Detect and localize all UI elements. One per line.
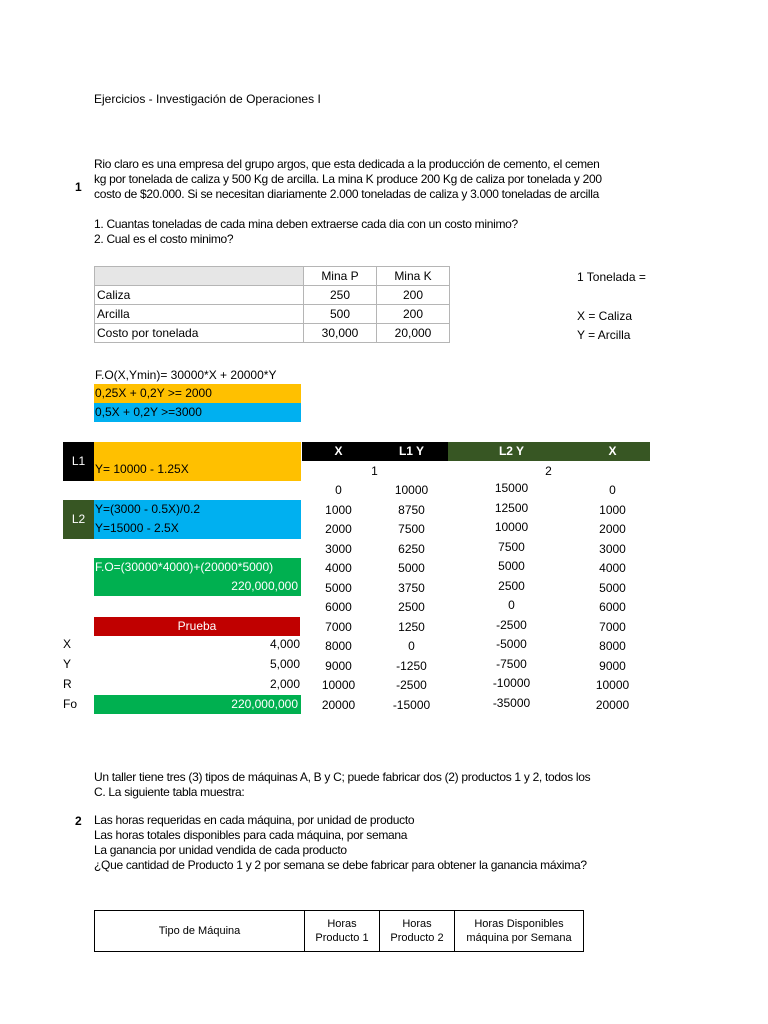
grid-header: L2 Y xyxy=(448,442,575,461)
grid-l1y-cell: 2500 xyxy=(398,600,425,614)
grid-l2y-cell: -35000 xyxy=(492,695,531,710)
grid-l2y-cell: -10000 xyxy=(492,676,531,690)
l2-equation-2: Y=15000 - 2.5X xyxy=(95,521,179,535)
table-header: Horas Producto 1 xyxy=(305,911,380,952)
table-header: Mina K xyxy=(377,267,450,286)
table-header: Tipo de Máquina xyxy=(95,911,305,952)
grid-x-cell: 20000 xyxy=(321,697,356,712)
ex2-line: ¿Que cantidad de Producto 1 y 2 por semana se debe fabricar para obtener la ganancia máxima? xyxy=(94,858,587,872)
l2-box xyxy=(94,500,301,539)
table-cell: 20,000 xyxy=(377,324,450,343)
exercise-number: 2 xyxy=(75,814,82,828)
side-note: Y = Arcilla xyxy=(577,328,631,342)
grid-l2y-cell: 10000 xyxy=(494,520,529,534)
fo-calculation: F.O=(30000*4000)+(20000*5000) xyxy=(94,558,301,577)
table-cell: 200 xyxy=(377,305,450,324)
grid-l2y-cell: 7500 xyxy=(498,539,525,554)
grid-x-cell: 3000 xyxy=(325,541,352,556)
grid-x2-cell: 20000 xyxy=(595,697,630,712)
page-title: Ejercicios - Investigación de Operaciones I xyxy=(94,92,321,106)
table-header: Mina P xyxy=(304,267,377,286)
grid-x-cell: 0 xyxy=(335,483,342,497)
grid-sub: 1 xyxy=(371,464,378,478)
grid-x2-cell: 8000 xyxy=(599,639,626,653)
grid-l1y-cell: 1250 xyxy=(398,619,425,634)
prueba-label: X xyxy=(63,637,72,651)
grid-header: X xyxy=(575,442,650,461)
grid-x-cell: 7000 xyxy=(325,619,352,634)
grid-l1y-cell: 5000 xyxy=(398,561,425,575)
grid-l2y-cell: -2500 xyxy=(496,617,527,632)
grid-sub: 2 xyxy=(545,464,552,478)
ex2-line: Las horas requeridas en cada máquina, por unidad de producto xyxy=(94,813,415,827)
grid-header: L1 Y xyxy=(375,442,448,461)
grid-x2-cell: 4000 xyxy=(599,561,626,575)
grid-x2-cell: 6000 xyxy=(599,600,626,614)
grid-x-cell: 4000 xyxy=(325,561,352,575)
grid-l2y-cell: 5000 xyxy=(498,559,525,573)
grid-x2-cell: 10000 xyxy=(595,678,630,692)
grid-l2y-cell: -5000 xyxy=(496,637,527,651)
grid-l1y-cell: 8750 xyxy=(398,502,425,517)
grid-x-cell: 2000 xyxy=(325,522,352,536)
side-note: 1 Tonelada = xyxy=(577,270,646,284)
table-cell: Arcilla xyxy=(95,305,304,324)
grid-x-cell: 8000 xyxy=(325,639,352,653)
table-cell: 200 xyxy=(377,286,450,305)
grid-l2y-cell: 15000 xyxy=(494,481,529,495)
grid-l1y-cell: 10000 xyxy=(394,483,429,497)
grid-l1y-cell: -1250 xyxy=(396,658,427,673)
prueba-value: 2,000 xyxy=(269,677,300,691)
table-cell: 500 xyxy=(304,305,377,324)
prueba-result: 220,000,000 xyxy=(94,695,301,714)
grid-x-cell: 1000 xyxy=(325,502,352,517)
fo-result: 220,000,000 xyxy=(94,577,301,596)
table-header xyxy=(95,267,304,286)
grid-x2-cell: 2000 xyxy=(599,522,626,536)
l1-box xyxy=(94,442,301,481)
prueba-value: 5,000 xyxy=(269,657,300,671)
ex2-line: Las horas totales disponibles para cada máquina, por semana xyxy=(94,828,408,842)
grid-l1y-cell: 0 xyxy=(408,639,415,653)
grid-x2-cell: 5000 xyxy=(599,580,626,595)
grid-l2y-cell: 12500 xyxy=(494,500,529,515)
prueba-label: Fo xyxy=(63,697,78,711)
table-header: Horas Disponibles máquina por Semana xyxy=(455,911,584,952)
ex1-line: Rio claro es una empresa del grupo argos, que esta dedicada a la producción de cemento, el cemen xyxy=(94,157,600,171)
objective-function: F.O(X,Ymin)= 30000*X + 20000*Y xyxy=(95,368,277,382)
ex2-intro: C. La siguiente tabla muestra: xyxy=(94,785,245,799)
grid-x2-cell: 1000 xyxy=(599,502,626,517)
prueba-header: Prueba xyxy=(94,617,300,636)
grid-l2y-cell: 0 xyxy=(508,598,515,612)
ex2-intro: Un taller tiene tres (3) tipos de máquinas A, B y C; puede fabricar dos (2) productos 1 y 2, todos los xyxy=(94,770,591,784)
grid-x-cell: 5000 xyxy=(325,580,352,595)
constraint-1: 0,25X + 0,2Y >= 2000 xyxy=(94,384,301,403)
grid-x-cell: 9000 xyxy=(325,658,352,673)
ex1-question: 1. Cuantas toneladas de cada mina deben extraerse cada dia con un costo minimo? xyxy=(94,217,518,231)
grid-l2y-cell: 2500 xyxy=(498,578,525,593)
grid-l2y-cell: -7500 xyxy=(496,656,527,671)
l1-equation: Y= 10000 - 1.25X xyxy=(95,462,189,476)
table-cell: 250 xyxy=(304,286,377,305)
grid-l1y-cell: 7500 xyxy=(398,522,425,536)
grid-x-cell: 10000 xyxy=(321,678,356,692)
side-note: X = Caliza xyxy=(577,309,633,323)
grid-x-cell: 6000 xyxy=(325,600,352,614)
prueba-value: 4,000 xyxy=(269,637,300,651)
mine-table xyxy=(94,266,450,343)
l1-label: L1 xyxy=(63,442,94,481)
prueba-label: R xyxy=(63,677,72,691)
exercise-number: 1 xyxy=(75,180,82,194)
ex1-line: kg por tonelada de caliza y 500 Kg de arcilla. La mina K produce 200 Kg de caliza por tonelada y 200 xyxy=(94,172,602,186)
grid-x2-cell: 3000 xyxy=(599,541,626,556)
table-header: Horas Producto 2 xyxy=(380,911,455,952)
grid-l1y-cell: 6250 xyxy=(398,541,425,556)
table-cell: 30,000 xyxy=(304,324,377,343)
machine-table xyxy=(94,910,584,952)
grid-header: X xyxy=(302,442,375,461)
grid-x2-cell: 9000 xyxy=(599,658,626,673)
l2-label: L2 xyxy=(63,500,94,539)
l2-equation-1: Y=(3000 - 0.5X)/0.2 xyxy=(95,502,201,516)
grid-l1y-cell: -2500 xyxy=(396,678,427,692)
constraint-2: 0,5X + 0,2Y >=3000 xyxy=(94,403,301,422)
ex1-question: 2. Cual es el costo minimo? xyxy=(94,232,234,246)
grid-x2-cell: 0 xyxy=(609,483,616,497)
grid-x2-cell: 7000 xyxy=(599,619,626,634)
grid-l1y-cell: 3750 xyxy=(398,580,425,595)
prueba-label: Y xyxy=(63,657,72,671)
ex2-line: La ganancia por unidad vendida de cada producto xyxy=(94,843,347,857)
grid-l1y-cell: -15000 xyxy=(392,697,431,712)
ex1-line: costo de $20.000. Si se necesitan diariamente 2.000 toneladas de caliza y 3.000 toneladas de arcilla xyxy=(94,187,600,201)
table-cell: Costo por tonelada xyxy=(95,324,304,343)
table-cell: Caliza xyxy=(95,286,304,305)
